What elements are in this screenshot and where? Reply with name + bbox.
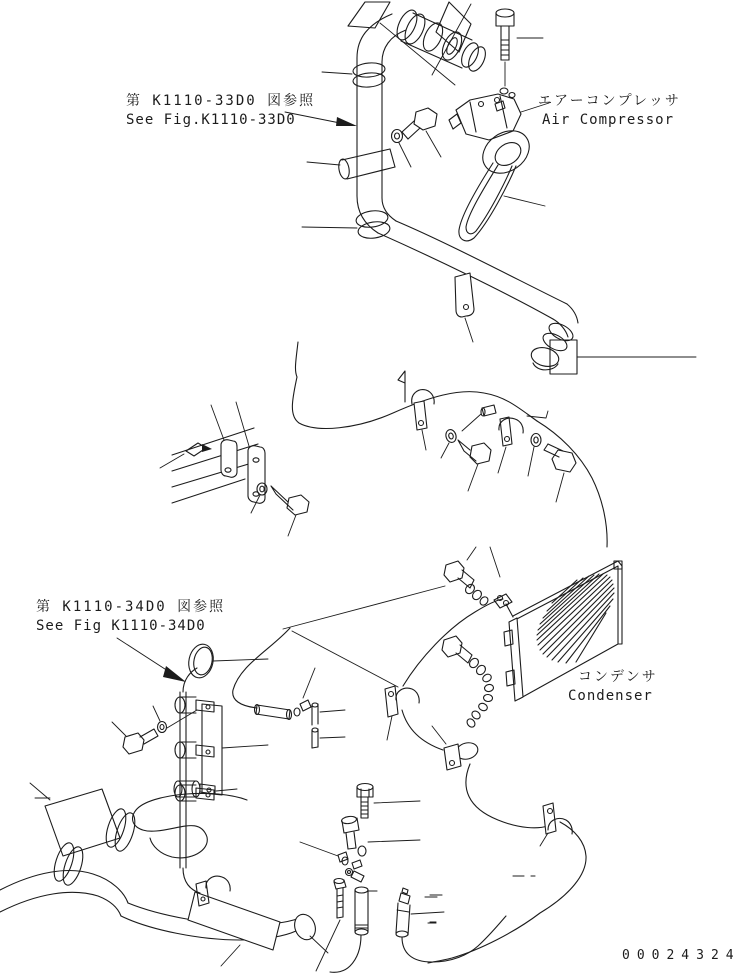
upper-pipe-assembly — [348, 2, 489, 198]
pipe-end-elbow-callout-box — [527, 304, 696, 418]
see-fig-lower-label-en: See Fig K1110-34D0 — [36, 618, 206, 634]
valve-and-sensors — [300, 784, 506, 973]
stray-marks — [368, 876, 535, 923]
see-fig-lower-leader — [117, 638, 186, 682]
see-fig-upper-label-jp: 第 K1110-33D0 図参照 — [126, 93, 316, 109]
air-compressor-label-jp: エアーコンプレッサ — [538, 93, 681, 109]
ring-seal — [186, 642, 268, 680]
see-fig-lower-label-jp: 第 K1110-34D0 図参照 — [36, 599, 226, 615]
condenser-label-jp: コンデンサ — [578, 669, 658, 685]
see-fig-upper-label-en: See Fig.K1110-33D0 — [126, 112, 296, 128]
bottom-cover-plate — [188, 876, 280, 966]
see-fig-upper-label — [126, 92, 315, 130]
drawing-number — [622, 948, 741, 963]
small-fittings-mid — [233, 628, 345, 748]
pipe-ring-clamp-upper — [322, 62, 386, 89]
air-compressor-label — [538, 92, 681, 130]
drawing-number-value: 00024324 — [622, 948, 741, 963]
condenser-label-en: Condenser — [568, 688, 653, 704]
pipe-elbow-ring — [302, 196, 396, 240]
air-compressor-label-en: Air Compressor — [542, 112, 675, 128]
mid-left-hoses-clamps — [160, 402, 309, 536]
see-fig-lower-label — [36, 598, 225, 636]
long-leader-lines — [283, 586, 445, 687]
air-compressor — [449, 94, 549, 241]
condenser-label — [568, 668, 658, 706]
washer-bolt-upper — [392, 108, 442, 167]
